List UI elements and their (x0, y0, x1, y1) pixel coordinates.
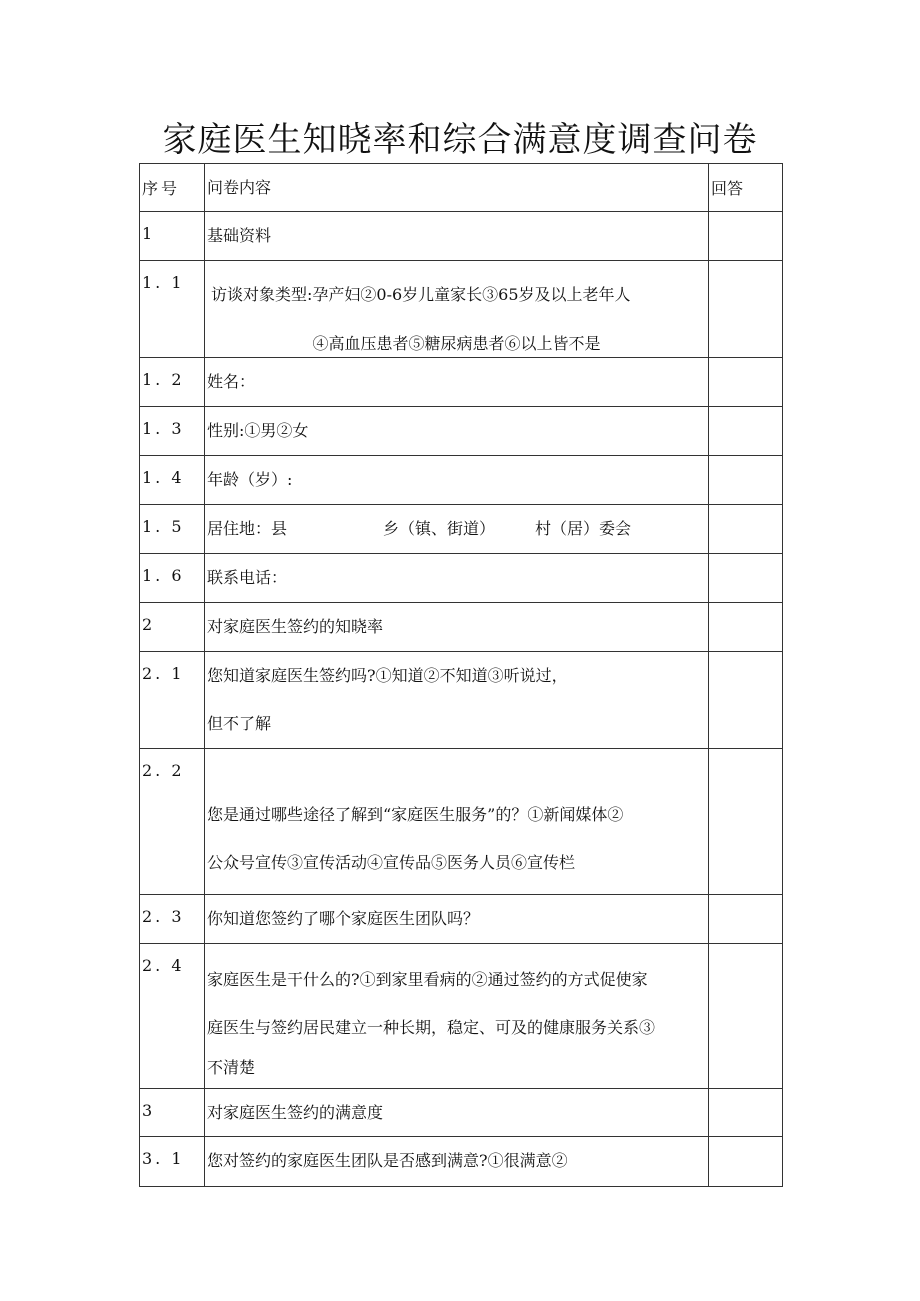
row-num: 2 (142, 615, 156, 634)
answer-cell[interactable] (709, 749, 783, 895)
answer-cell[interactable] (709, 212, 783, 261)
table-row (140, 652, 783, 749)
row-num: 1. 4 (142, 468, 185, 487)
row-num: 3. 1 (142, 1149, 185, 1168)
table-row (140, 358, 783, 407)
row-text: 但不了解 (207, 714, 272, 733)
row-text: 公众号宣传③宣传活动④宣传品⑤医务人员⑥宣传栏 (207, 853, 576, 872)
row-num: 1. 5 (142, 517, 185, 536)
table-row (140, 1137, 783, 1187)
table-row (140, 554, 783, 603)
answer-cell[interactable] (709, 407, 783, 456)
row-text: 居住地：县 乡（镇、街道） 村（居）委会 (207, 519, 632, 538)
row-text: 对家庭医生签约的满意度 (207, 1103, 384, 1122)
answer-cell[interactable] (709, 1089, 783, 1137)
row-num: 2. 4 (142, 956, 185, 975)
header-num: 序号 (142, 179, 181, 198)
table-row (140, 944, 783, 1089)
row-text: 您知道家庭医生签约吗?①知道②不知道③听说过， (207, 666, 568, 685)
row-text: 年龄（岁）: (207, 470, 293, 489)
questionnaire-table (139, 163, 783, 1187)
row-num: 3 (142, 1101, 156, 1120)
row-text: 您是通过哪些途径了解到“家庭医生服务”的？①新闻媒体② (207, 805, 624, 824)
row-num: 1 (142, 224, 156, 243)
row-text: 对家庭医生签约的知晓率 (207, 617, 384, 636)
answer-cell[interactable] (709, 456, 783, 505)
row-text: 姓名： (207, 372, 256, 391)
row-text: 访谈对象类型:孕产妇②0-6岁儿童家长③65岁及以上老年人 (211, 285, 631, 304)
row-num: 1. 3 (142, 419, 185, 438)
row-text: 不清楚 (207, 1058, 256, 1077)
table-row (140, 407, 783, 456)
row-text: 家庭医生是干什么的?①到家里看病的②通过签约的方式促使家 (207, 970, 648, 989)
answer-cell[interactable] (709, 554, 783, 603)
row-text: 性别:①男②女 (207, 421, 309, 440)
row-text: ④高血压患者⑤糖尿病患者⑥以上皆不是 (312, 334, 601, 353)
table-row (140, 895, 783, 944)
row-text: 基础资料 (207, 226, 272, 245)
table-row (140, 456, 783, 505)
table-header-row (140, 164, 783, 212)
table-row (140, 261, 783, 358)
row-num: 2. 3 (142, 907, 185, 926)
answer-cell[interactable] (709, 261, 783, 358)
table-row (140, 749, 783, 895)
row-num: 2. 2 (142, 761, 185, 780)
answer-cell[interactable] (709, 505, 783, 554)
row-text: 庭医生与签约居民建立一种长期，稳定、可及的健康服务关系③ (207, 1018, 656, 1037)
header-content: 问卷内容 (207, 178, 272, 197)
answer-cell[interactable] (709, 652, 783, 749)
answer-cell[interactable] (709, 358, 783, 407)
page-title: 家庭医生知晓率和综合满意度调查问卷 (162, 120, 758, 160)
row-text: 您对签约的家庭医生团队是否感到满意?①很满意② (207, 1151, 568, 1170)
row-num: 2. 1 (142, 664, 185, 683)
row-text (205, 749, 708, 797)
answer-cell[interactable] (709, 944, 783, 1089)
table-row (140, 1089, 783, 1137)
table-row (140, 212, 783, 261)
answer-cell[interactable] (709, 895, 783, 944)
row-num: 1. 1 (142, 273, 185, 292)
row-num: 1. 2 (142, 370, 185, 389)
answer-cell[interactable] (709, 1137, 783, 1187)
row-num: 1. 6 (142, 566, 185, 585)
row-text: 你知道您签约了哪个家庭医生团队吗？ (207, 909, 480, 928)
table-row (140, 603, 783, 652)
row-text: 联系电话： (207, 568, 288, 587)
answer-cell[interactable] (709, 603, 783, 652)
table-row (140, 505, 783, 554)
header-answer: 回答 (711, 179, 744, 198)
